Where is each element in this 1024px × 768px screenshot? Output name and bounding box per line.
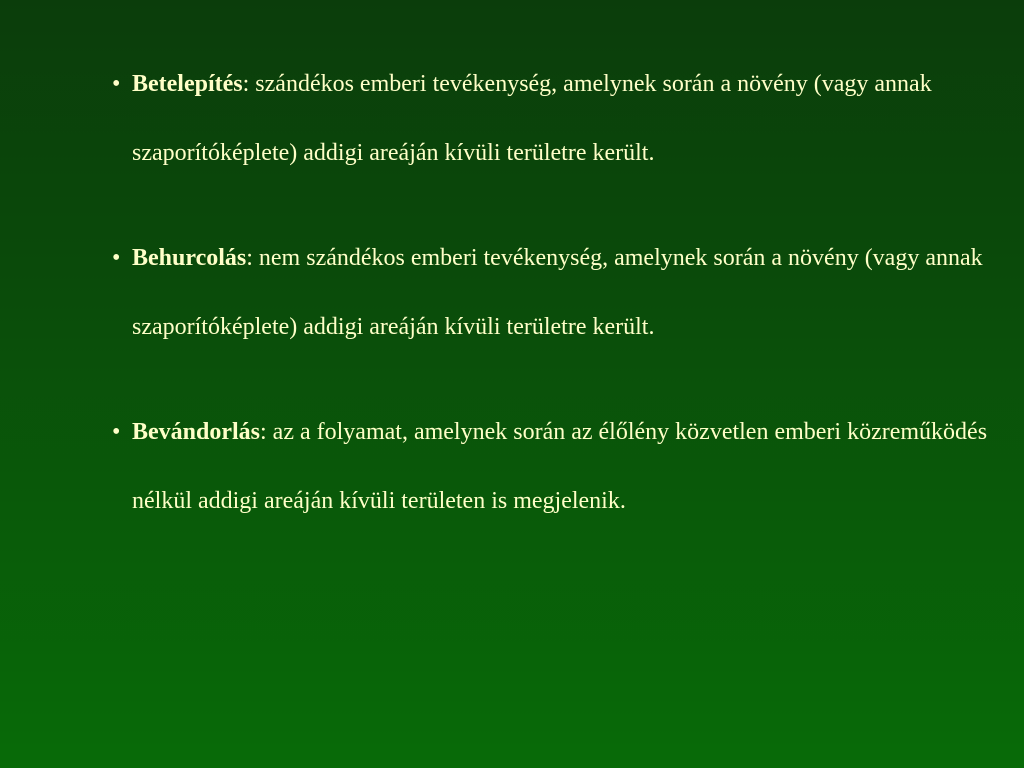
term-bevandorlas: Bevándorlás (132, 419, 261, 445)
definition-bevandorlas: : az a folyamat, amelynek során az élőlény közvetlen emberi közreműködés nélkül addigi areáján kívüli területen is megjelenik. (132, 419, 988, 514)
term-behurcolas: Behurcolás (132, 245, 247, 271)
bullet-icon: • (112, 419, 121, 445)
definition-behurcolas: : nem szándékos emberi tevékenység, amelynek során a növény (vagy annak szaporítóképlete) addigi areáján kívüli területre került. (132, 245, 983, 340)
bullet-item-behurcolas (112, 224, 992, 362)
term-betelepites: Betelepítés (132, 71, 243, 97)
bullet-icon: • (112, 245, 121, 271)
bullet-item-bevandorlas (112, 398, 992, 536)
bullet-item-betelepites (112, 50, 992, 188)
bullet-icon: • (112, 71, 121, 97)
definition-betelepites: : szándékos emberi tevékenység, amelynek során a növény (vagy annak szaporítóképlete) addigi areáján kívüli területre került. (132, 71, 932, 166)
bullet-list (112, 50, 992, 572)
